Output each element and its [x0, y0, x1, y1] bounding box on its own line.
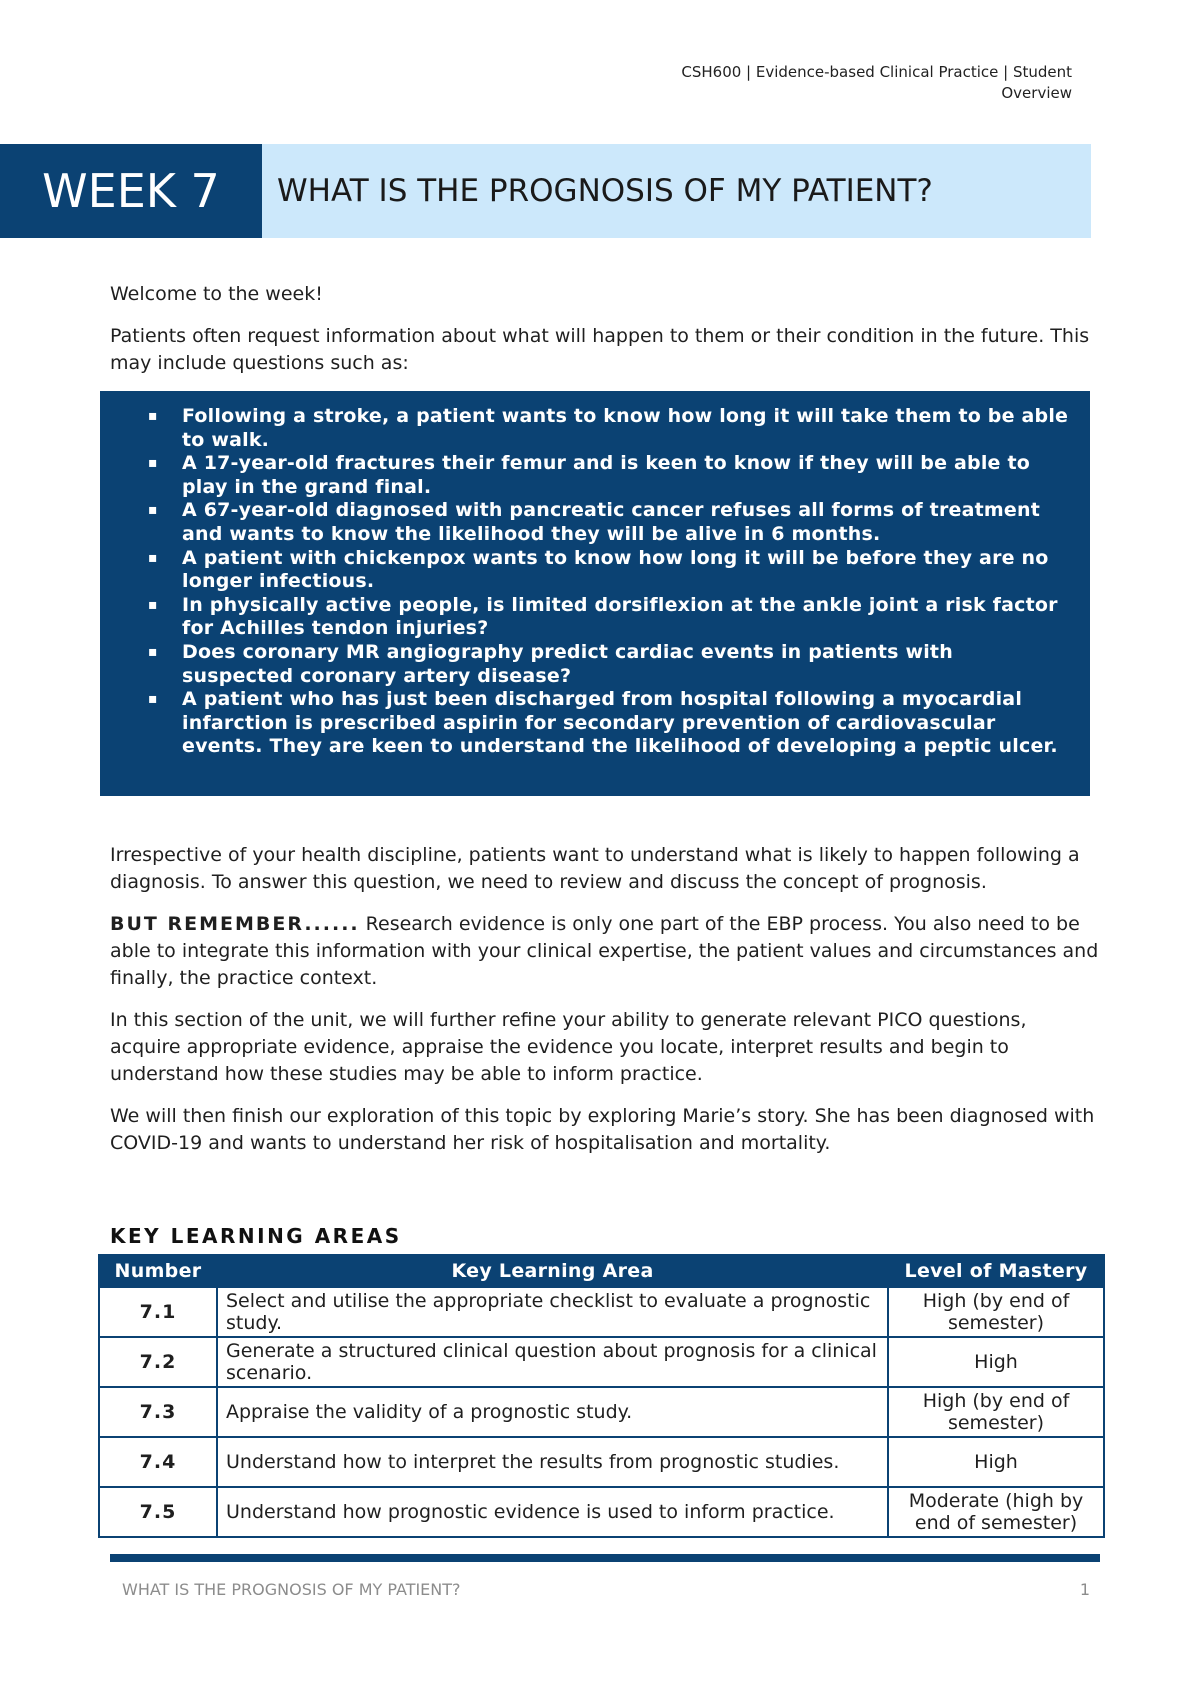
- row-number: 7.2: [99, 1337, 217, 1387]
- bullet-icon: ▪: [148, 549, 158, 566]
- table-row: [99, 1337, 1104, 1387]
- intro-section: [110, 281, 1100, 377]
- list-item: ▪ Following a stroke, a patient wants to know how long it will take them to be able to walk.: [148, 405, 1069, 451]
- list-item: ▪ In physically active people, is limited dorsiflexion at the ankle joint a risk factor for Achilles tendon injuries?: [148, 593, 1058, 640]
- row-mastery: High (by end of semester): [888, 1387, 1104, 1437]
- row-area: Appraise the validity of a prognostic study.: [217, 1387, 888, 1437]
- table-row: [99, 1437, 1104, 1487]
- row-mastery: High: [888, 1437, 1104, 1487]
- example-questions-box: [100, 391, 1090, 796]
- week-banner: [0, 144, 1091, 238]
- remember-text: Research evidence is only one part of the EBP process. You also need to be able to integrate this information with your clinical expertise, the patient values and circumstances and finally, the practice context.: [110, 913, 1099, 989]
- bullet-icon: ▪: [148, 502, 158, 519]
- column-header-area: Key Learning Area: [217, 1255, 888, 1287]
- week-label: WEEK 7: [0, 144, 262, 238]
- remember-label: BUT REMEMBER......: [110, 913, 360, 935]
- row-area: Understand how to interpret the results from prognostic studies.: [217, 1437, 888, 1487]
- bullet-icon: ▪: [148, 643, 158, 660]
- row-area: Generate a structured clinical question about prognosis for a clinical scenario.: [217, 1337, 888, 1387]
- paragraph-context: Irrespective of your health discipline, patients want to understand what is likely to happen following a diagnosis. To answer this question, we need to review and discuss the concept of prognosis.: [110, 844, 1080, 893]
- list-item: ▪ A 67-year-old diagnosed with pancreatic cancer refuses all forms of treatment and wants to know the likelihood they will be alive in 6 months.: [148, 499, 1041, 545]
- row-number: 7.4: [99, 1437, 217, 1487]
- paragraph-unit-section: In this section of the unit, we will further refine your ability to generate relevant PICO questions, acquire appropriate evidence, appraise the evidence you locate, interpret results and begin to understand how these studies may be able to inform practice.: [110, 1009, 1027, 1085]
- table-row: [99, 1287, 1104, 1337]
- running-header: [512, 62, 1072, 104]
- footer-divider: [110, 1554, 1100, 1562]
- intro-lead: Patients often request information about what will happen to them or their condition in the future. This may include questions such as:: [110, 325, 1090, 374]
- page-number: 1: [1079, 1580, 1090, 1599]
- row-area: Understand how prognostic evidence is used to inform practice.: [217, 1487, 888, 1537]
- body-section: [110, 842, 1100, 1157]
- column-header-mastery: Level of Mastery: [888, 1255, 1104, 1287]
- running-header-line2: Overview: [1001, 84, 1072, 102]
- footer-title: WHAT IS THE PROGNOSIS OF MY PATIENT?: [122, 1580, 461, 1599]
- row-mastery: High: [888, 1337, 1104, 1387]
- example-questions-list: [140, 405, 1070, 759]
- bullet-icon: ▪: [148, 408, 158, 424]
- key-learning-heading: KEY LEARNING AREAS: [110, 1224, 402, 1248]
- list-item: ▪ A patient who has just been discharged from hospital following a myocardial infarction is prescribed aspirin for secondary prevention of cardiovascular events. They are keen to understand the likelihood of developing a peptic ulcer.: [148, 688, 1058, 758]
- row-number: 7.1: [99, 1287, 217, 1337]
- table-row: [99, 1487, 1104, 1537]
- row-area: Select and utilise the appropriate checklist to evaluate a prognostic study.: [217, 1287, 888, 1337]
- row-mastery: Moderate (high by end of semester): [888, 1487, 1104, 1537]
- running-header-line1: CSH600 | Evidence-based Clinical Practice | Student: [681, 63, 1072, 81]
- paragraph-marie-story: We will then finish our exploration of this topic by exploring Marie’s story. She has been diagnosed with COVID-19 and wants to understand her risk of hospitalisation and mortality.: [110, 1105, 1095, 1154]
- page-title: WHAT IS THE PROGNOSIS OF MY PATIENT?: [262, 144, 1091, 238]
- table-row: [99, 1387, 1104, 1437]
- paragraph-remember: [110, 911, 1100, 992]
- list-item: ▪ A 17-year-old fractures their femur and is keen to know if they will be able to play in the grand final.: [148, 452, 1030, 498]
- row-mastery: High (by end of semester): [888, 1287, 1104, 1337]
- column-header-number: Number: [99, 1255, 217, 1287]
- welcome-text: Welcome to the week!: [110, 283, 323, 305]
- list-item: ▪ Does coronary MR angiography predict cardiac events in patients with suspected coronary artery disease?: [148, 640, 953, 687]
- bullet-icon: ▪: [148, 455, 158, 472]
- list-item: ▪ A patient with chickenpox wants to know how long it will be before they are no longer infectious.: [148, 546, 1049, 593]
- bullet-icon: ▪: [148, 596, 158, 613]
- table-header-row: [99, 1255, 1104, 1287]
- key-learning-table: [98, 1254, 1105, 1538]
- row-number: 7.5: [99, 1487, 217, 1537]
- bullet-icon: ▪: [148, 691, 158, 708]
- row-number: 7.3: [99, 1387, 217, 1437]
